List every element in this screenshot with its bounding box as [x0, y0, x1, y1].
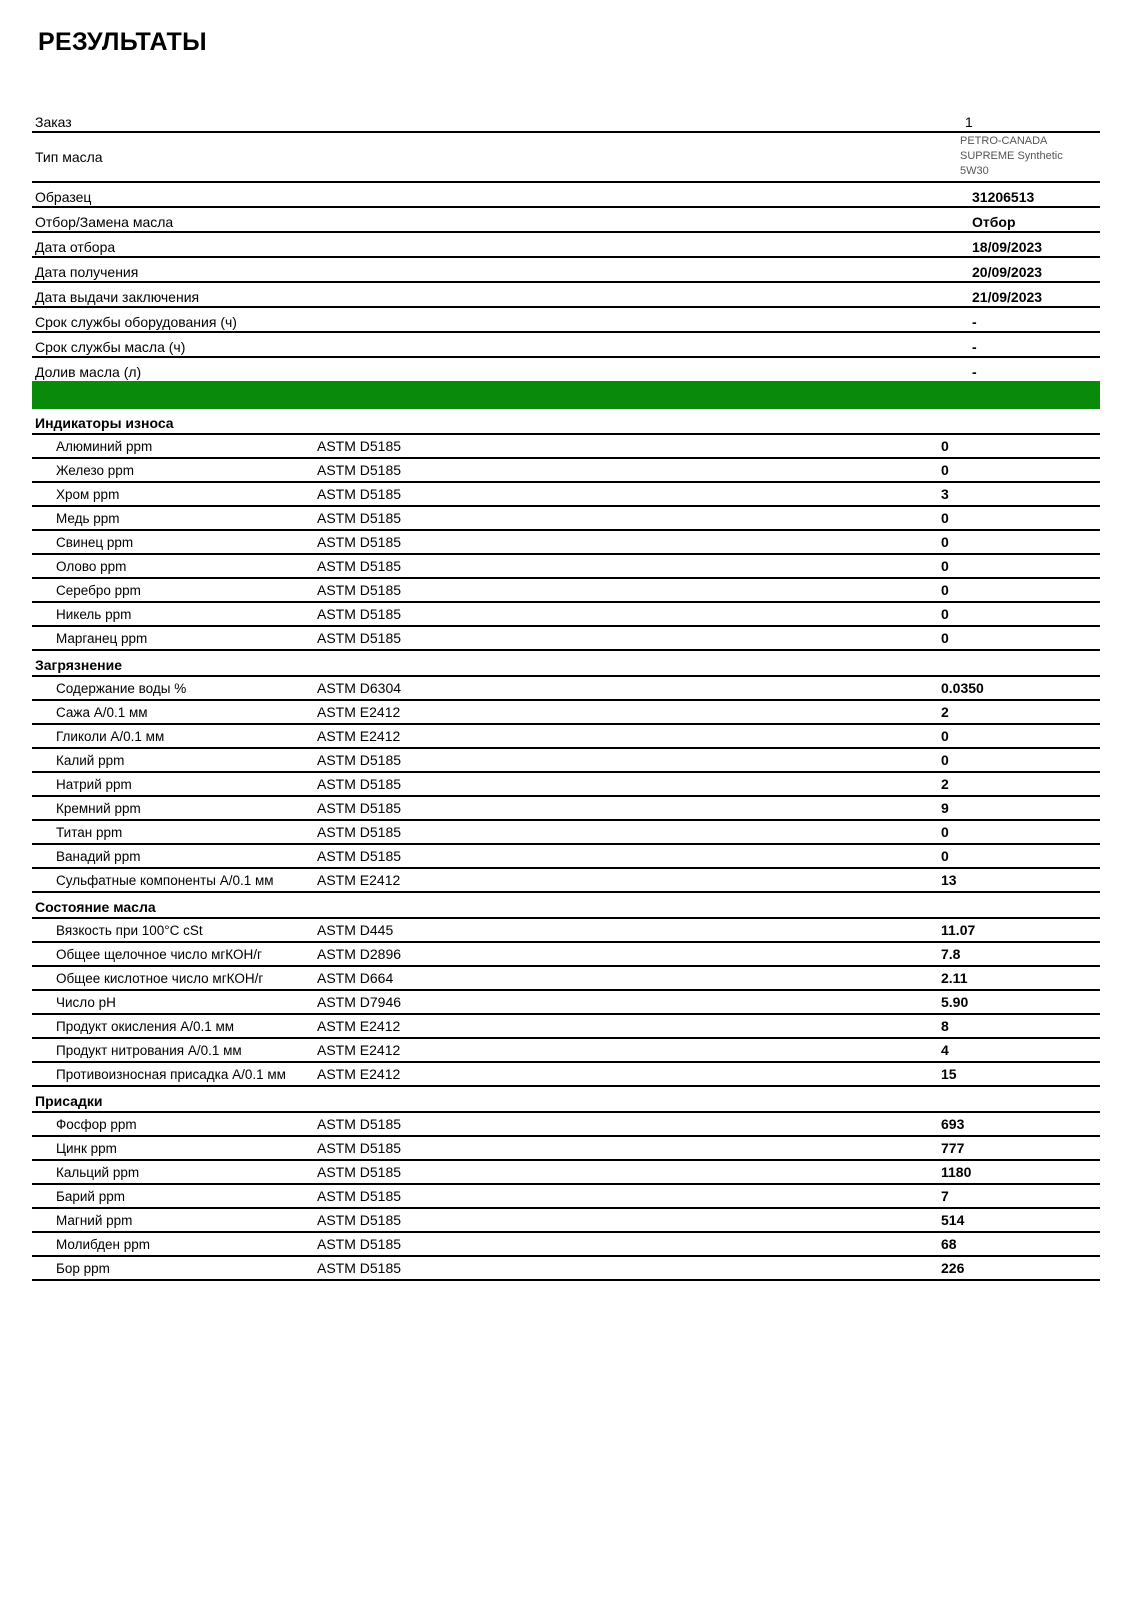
test-method: ASTM D5185	[317, 1116, 402, 1132]
parameter-name: Общее щелочное число мгКОН/г	[56, 947, 262, 962]
info-value: -	[972, 339, 977, 355]
parameter-name: Кальций ppm	[56, 1165, 140, 1180]
result-value: 7.8	[941, 946, 961, 962]
result-value: 0	[941, 534, 949, 550]
result-value: 13	[941, 872, 957, 888]
result-value: 68	[941, 1236, 957, 1252]
result-row	[32, 507, 1100, 531]
info-value: -	[972, 314, 977, 330]
test-method: ASTM D5185	[317, 776, 402, 792]
test-method: ASTM D5185	[317, 438, 402, 454]
info-value: 21/09/2023	[972, 289, 1043, 305]
test-method: ASTM D5185	[317, 462, 402, 478]
parameter-name: Барий ppm	[56, 1189, 125, 1204]
result-row	[32, 1113, 1100, 1137]
info-row-oil-hours	[32, 333, 1100, 358]
parameter-name: Марганец ppm	[56, 631, 148, 646]
info-value: -	[972, 364, 977, 380]
status-bar	[32, 381, 1100, 409]
parameter-name: Общее кислотное число мгКОН/г	[56, 971, 264, 986]
info-row-report-date	[32, 283, 1100, 308]
result-value: 4	[941, 1042, 949, 1058]
parameter-name: Число pH	[56, 995, 116, 1010]
result-row	[32, 1137, 1100, 1161]
test-method: ASTM E2412	[317, 872, 401, 888]
result-row	[32, 483, 1100, 507]
info-value: 31206513	[972, 189, 1035, 205]
test-method: ASTM D7946	[317, 994, 402, 1010]
test-method: ASTM D5185	[317, 510, 402, 526]
result-row	[32, 1039, 1100, 1063]
parameter-name: Медь ppm	[56, 511, 120, 526]
result-value: 7	[941, 1188, 949, 1204]
section-title: Загрязнение	[35, 657, 122, 673]
result-value: 0	[941, 752, 949, 768]
section-title: Состояние масла	[35, 899, 156, 915]
info-row-received-date	[32, 258, 1100, 283]
parameter-name: Ванадий ppm	[56, 849, 141, 864]
result-row	[32, 821, 1100, 845]
test-method: ASTM D445	[317, 922, 394, 938]
result-value: 2.11	[941, 970, 968, 986]
result-row	[32, 701, 1100, 725]
info-row-sample-date	[32, 233, 1100, 258]
test-method: ASTM D5185	[317, 534, 402, 550]
result-value: 0	[941, 582, 949, 598]
result-row	[32, 869, 1100, 893]
parameter-name: Олово ppm	[56, 559, 127, 574]
info-row-top-up	[32, 358, 1100, 381]
result-value: 15	[941, 1066, 957, 1082]
result-value: 0	[941, 462, 949, 478]
result-value: 2	[941, 776, 949, 792]
info-value: 20/09/2023	[972, 264, 1043, 280]
result-row	[32, 725, 1100, 749]
result-row	[32, 627, 1100, 651]
result-row	[32, 531, 1100, 555]
section-title: Присадки	[35, 1093, 103, 1109]
info-value: 1	[965, 114, 973, 130]
result-value: 0	[941, 606, 949, 622]
parameter-name: Железо ppm	[56, 463, 135, 478]
result-value: 11.07	[941, 922, 976, 938]
result-row	[32, 555, 1100, 579]
result-value: 0.0350	[941, 680, 984, 696]
result-value: 0	[941, 824, 949, 840]
parameter-name: Противоизносная присадка A/0.1 мм	[56, 1067, 286, 1082]
info-value: 18/09/2023	[972, 239, 1043, 255]
results-report	[32, 108, 1100, 1281]
test-method: ASTM D5185	[317, 848, 402, 864]
parameter-name: Гликоли A/0.1 мм	[56, 729, 165, 744]
result-row	[32, 943, 1100, 967]
result-row	[32, 991, 1100, 1015]
parameter-name: Титан ppm	[56, 825, 123, 840]
result-row	[32, 919, 1100, 943]
info-label: Долив масла (л)	[35, 364, 142, 380]
info-label: Отбор/Замена масла	[35, 214, 174, 230]
info-label: Образец	[35, 189, 92, 205]
info-row-sample	[32, 183, 1100, 208]
test-method: ASTM D5185	[317, 486, 402, 502]
result-value: 693	[941, 1116, 965, 1132]
result-row	[32, 845, 1100, 869]
result-row	[32, 677, 1100, 701]
parameter-name: Алюминий ppm	[56, 439, 153, 454]
result-value: 0	[941, 630, 949, 646]
parameter-name: Серебро ppm	[56, 583, 141, 598]
info-label: Срок службы оборудования (ч)	[35, 314, 237, 330]
oil-type-line: PETRO-CANADA	[960, 135, 1048, 147]
parameter-name: Натрий ppm	[56, 777, 132, 792]
result-row	[32, 1209, 1100, 1233]
parameter-name: Калий ppm	[56, 753, 125, 768]
info-label: Тип масла	[35, 149, 103, 165]
info-label: Заказ	[35, 114, 72, 130]
result-value: 9	[941, 800, 949, 816]
result-value: 3	[941, 486, 949, 502]
parameter-name: Сажа A/0.1 мм	[56, 705, 148, 720]
test-method: ASTM D5185	[317, 1260, 402, 1276]
result-row	[32, 1161, 1100, 1185]
section-header	[32, 893, 1100, 919]
test-method: ASTM D5185	[317, 582, 402, 598]
test-method: ASTM D5185	[317, 1140, 402, 1156]
test-method: ASTM D5185	[317, 800, 402, 816]
oil-type-line: SUPREME Synthetic	[960, 150, 1063, 162]
test-method: ASTM E2412	[317, 728, 401, 744]
result-value: 0	[941, 438, 949, 454]
result-value: 0	[941, 728, 949, 744]
test-method: ASTM D5185	[317, 824, 402, 840]
section-title: Индикаторы износа	[35, 415, 174, 431]
result-row	[32, 1257, 1100, 1281]
page-title: РЕЗУЛЬТАТЫ	[38, 28, 207, 56]
test-method: ASTM E2412	[317, 1042, 401, 1058]
parameter-name: Цинк ppm	[56, 1141, 117, 1156]
result-row	[32, 749, 1100, 773]
parameter-name: Молибден ppm	[56, 1237, 151, 1252]
info-label: Дата отбора	[35, 239, 116, 255]
parameter-name: Магний ppm	[56, 1213, 133, 1228]
info-label: Дата получения	[35, 264, 139, 280]
parameter-name: Вязкость при 100°C cSt	[56, 923, 203, 938]
info-label: Срок службы масла (ч)	[35, 339, 186, 355]
result-row	[32, 579, 1100, 603]
parameter-name: Фосфор ppm	[56, 1117, 137, 1132]
result-row	[32, 1233, 1100, 1257]
section-header	[32, 1087, 1100, 1113]
test-method: ASTM D6304	[317, 680, 402, 696]
info-row-order	[32, 108, 1100, 133]
result-row	[32, 967, 1100, 991]
info-row-sampling-type	[32, 208, 1100, 233]
parameter-name: Кремний ppm	[56, 801, 141, 816]
test-method: ASTM D2896	[317, 946, 402, 962]
parameter-name: Бор ppm	[56, 1261, 110, 1276]
info-row-oil-type	[32, 133, 1100, 183]
test-method: ASTM D5185	[317, 752, 402, 768]
results-sections	[32, 409, 1100, 1281]
parameter-name: Никель ppm	[56, 607, 132, 622]
result-value: 514	[941, 1212, 965, 1228]
result-row	[32, 435, 1100, 459]
test-method: ASTM E2412	[317, 1018, 401, 1034]
parameter-name: Сульфатные компоненты A/0.1 мм	[56, 873, 274, 888]
result-row	[32, 603, 1100, 627]
test-method: ASTM E2412	[317, 1066, 401, 1082]
result-value: 8	[941, 1018, 949, 1034]
result-row	[32, 1063, 1100, 1087]
result-value: 226	[941, 1260, 965, 1276]
info-value: Отбор	[972, 214, 1016, 230]
parameter-name: Свинец ppm	[56, 535, 134, 550]
test-method: ASTM D5185	[317, 558, 402, 574]
result-row	[32, 1185, 1100, 1209]
result-value: 0	[941, 510, 949, 526]
test-method: ASTM D5185	[317, 1164, 402, 1180]
oil-type-line: 5W30	[960, 165, 989, 177]
result-row	[32, 773, 1100, 797]
test-method: ASTM D5185	[317, 630, 402, 646]
test-method: ASTM D5185	[317, 1236, 402, 1252]
result-value: 777	[941, 1140, 965, 1156]
parameter-name: Содержание воды %	[56, 681, 187, 696]
parameter-name: Хром ppm	[56, 487, 120, 502]
result-value: 0	[941, 848, 949, 864]
test-method: ASTM E2412	[317, 704, 401, 720]
result-row	[32, 1015, 1100, 1039]
section-header	[32, 651, 1100, 677]
info-row-equipment-hours	[32, 308, 1100, 333]
info-label: Дата выдачи заключения	[35, 289, 200, 305]
parameter-name: Продукт окисления A/0.1 мм	[56, 1019, 235, 1034]
result-value: 0	[941, 558, 949, 574]
test-method: ASTM D5185	[317, 1212, 402, 1228]
result-value: 1180	[941, 1164, 972, 1180]
oil-type-value	[960, 134, 1063, 179]
test-method: ASTM D5185	[317, 606, 402, 622]
section-header	[32, 409, 1100, 435]
parameter-name: Продукт нитрования A/0.1 мм	[56, 1043, 242, 1058]
test-method: ASTM D5185	[317, 1188, 402, 1204]
result-row	[32, 459, 1100, 483]
result-value: 2	[941, 704, 949, 720]
test-method: ASTM D664	[317, 970, 394, 986]
result-row	[32, 797, 1100, 821]
result-value: 5.90	[941, 994, 969, 1010]
